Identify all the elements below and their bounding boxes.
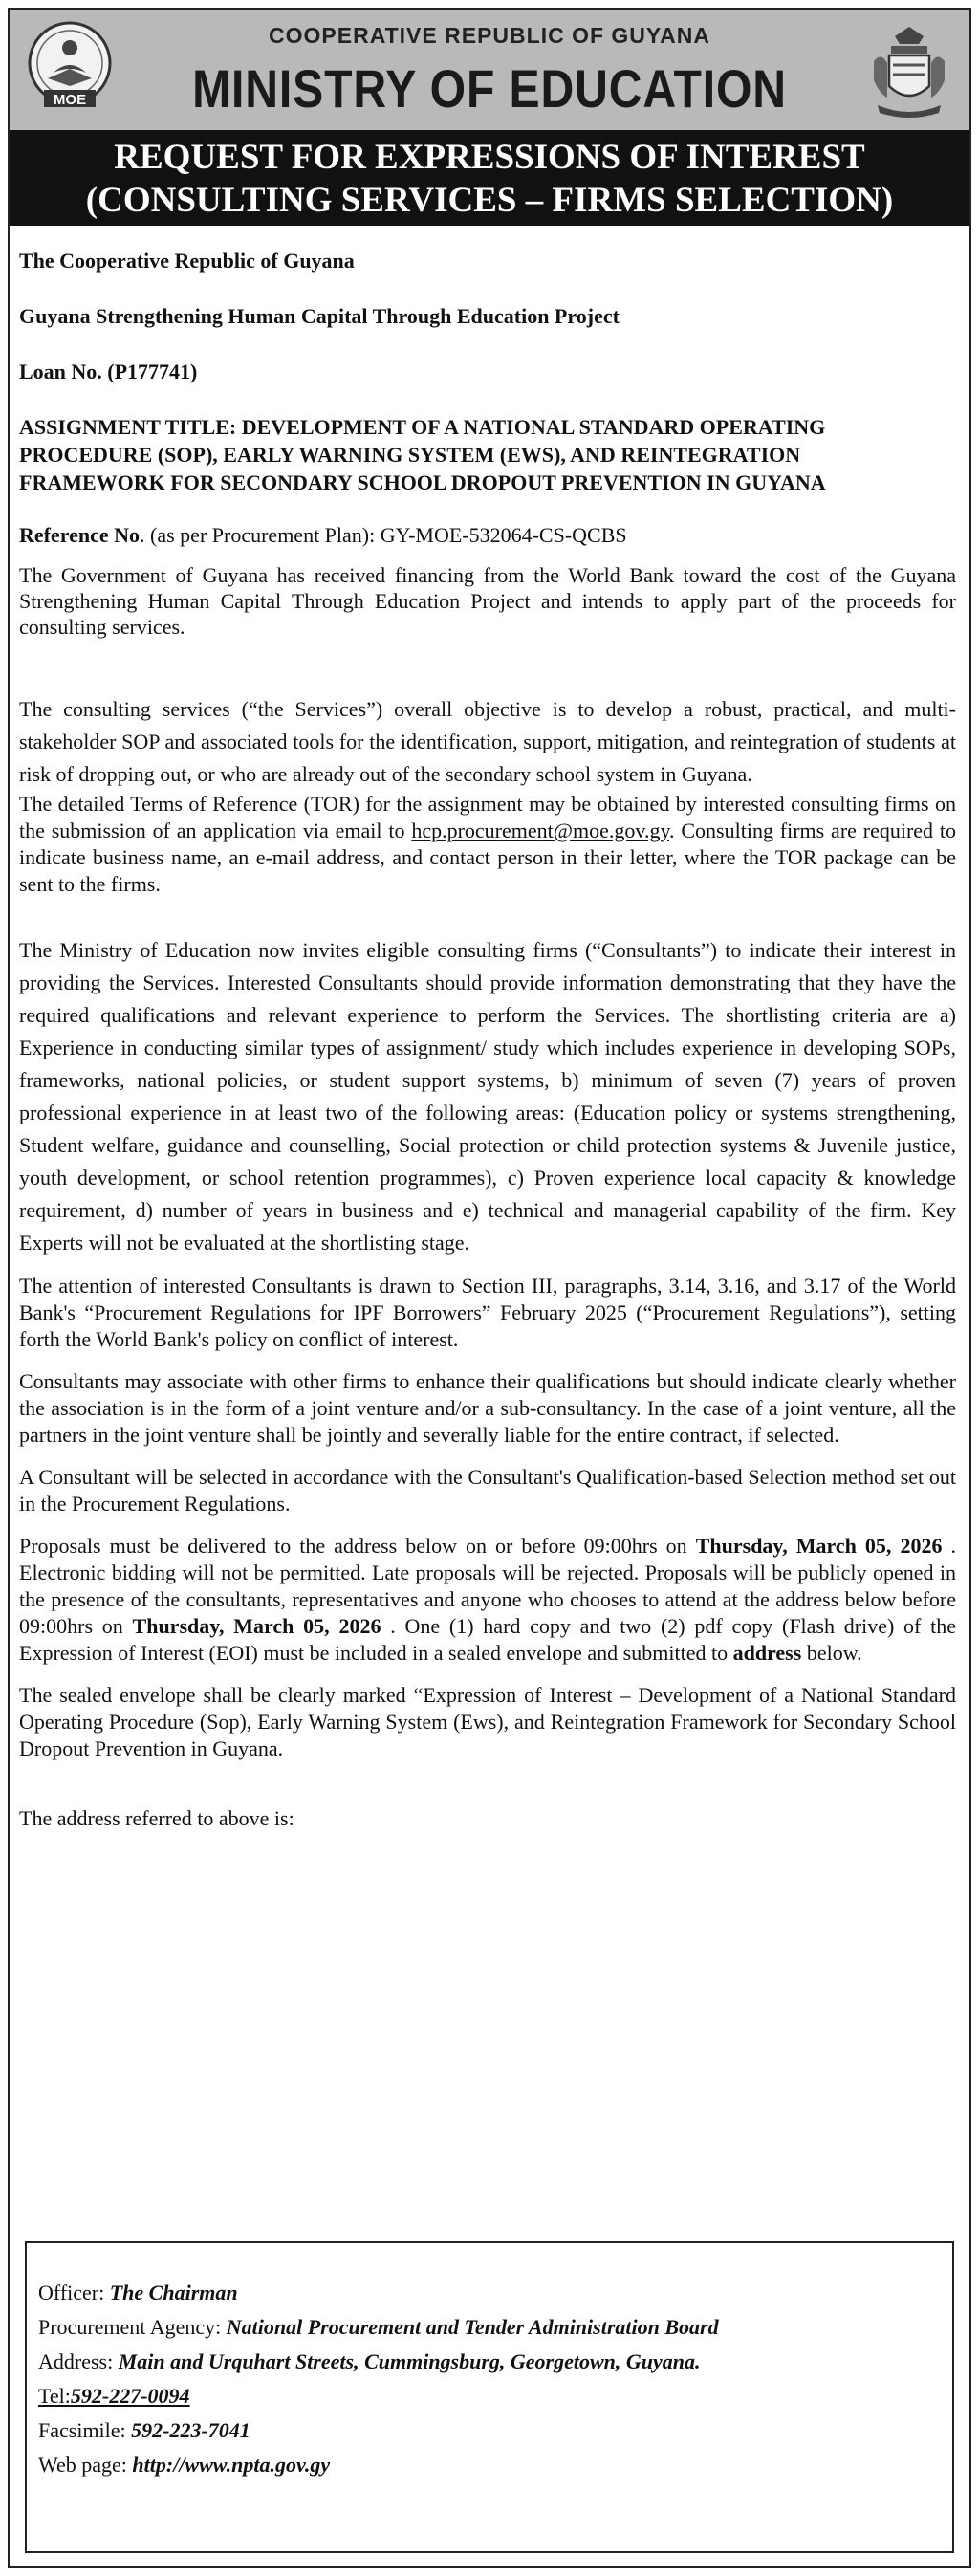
proposals-text-b: . Electronic bidding will not be permitted. Late proposals will be rejected. Proposals will be publicly opened in the presence of the consultants, representatives and anyone who chooses to attend at the address below before 09:00hrs on bbox=[19, 1534, 957, 1638]
proposals-text-c: . One (1) hard copy and two (2) pdf copy (Flash drive) of the Expression of Interest (EOI) must be included in a sealed envelope and submitted to bbox=[19, 1614, 957, 1665]
envelope-paragraph: The sealed envelope shall be clearly marked “Expression of Interest – Development of a National Standard Operating Procedure (Sop), Early Warning System (Ews), and Reintegration Framework for Secondary School Dropout Prevention in Guyana. bbox=[19, 1683, 956, 1760]
address-intro: The address referred to above is: bbox=[19, 1806, 294, 1830]
address-box bbox=[25, 2241, 954, 2553]
agency-label: Procurement Agency: bbox=[38, 2315, 227, 2339]
address-value: Main and Urquhart Streets, Cummingsburg, Georgetown, Guyana. bbox=[118, 2349, 701, 2373]
reference-label: Reference No bbox=[19, 523, 141, 547]
invitation-paragraph: The Ministry of Education now invites eligible consulting firms (“Consultants”) to indicate their interest in providing the Services. Interested Consultants should provide information demonstrating that they have the required qualifications and relevant experience to perform the Services. The shortlisting criteria are a) Experience in conducting similar types of assignment/ study which includes experience in developing SOPs, frameworks, national policies, or student support systems, b) minimum of seven (7) years of proven professional experience in at least two of the following areas: (Education policy or systems strengthening, Student welfare, guidance and counselling, Social protection or child protection systems & Juvenile justice, youth development, or school retention programmes), c) Proven experience local capacity & knowledge requirement, d) number of years in business and e) technical and managerial capability of the firm. Key Experts will not be evaluated at the shortlisting stage. bbox=[19, 938, 956, 1255]
fax-line bbox=[38, 2413, 719, 2448]
deadline-date-1: Thursday, March 05, 2026 bbox=[695, 1534, 943, 1558]
notice-content bbox=[19, 247, 956, 1832]
procurement-email-link[interactable]: hcp.procurement@moe.gov.gy bbox=[411, 819, 670, 842]
financing-paragraph: The Government of Guyana has received financing from the World Bank toward the cost of the Guyana Strengthening Human Capital Through Education Project and intends to apply part of the proceeds for consulting services. bbox=[19, 563, 956, 639]
web-line bbox=[38, 2448, 719, 2482]
proposals-paragraph bbox=[19, 1533, 956, 1667]
project-line: Guyana Strengthening Human Capital Through Education Project bbox=[19, 304, 620, 328]
reference-line bbox=[19, 521, 956, 549]
assignment-title: ASSIGNMENT TITLE: DEVELOPMENT OF A NATIONAL STANDARD OPERATING PROCEDURE (SOP), EARLY WARNING SYSTEM (EWS), AND REINTEGRATION FRAMEWORK FOR SECONDARY SCHOOL DROPOUT PREVENTION IN GUYANA bbox=[19, 415, 826, 494]
proposals-text-d: below. bbox=[801, 1641, 862, 1665]
address-word: address bbox=[732, 1641, 802, 1665]
ministry-title: MINISTRY OF EDUCATION bbox=[192, 58, 787, 119]
republic-title: COOPERATIVE REPUBLIC OF GUYANA bbox=[269, 23, 710, 48]
tel-value: 592-227-0094 bbox=[70, 2384, 190, 2408]
objective-paragraph: The consulting services (“the Services”) overall objective is to develop a robust, practical, and multi-stakeholder SOP and associated tools for the identification, support, mitigation, and reintegration of students at risk of dropping out, or who are already out of the secondary school system in Guyana. bbox=[19, 697, 956, 786]
notice-banner bbox=[10, 130, 969, 226]
svg-text:MOE: MOE bbox=[53, 92, 87, 108]
officer-value: The Chairman bbox=[109, 2281, 238, 2304]
tor-text-a: The detailed Terms of Reference (TOR) for the assignment may be obtained by interested consulting firms on the submission of an application via email to bbox=[19, 792, 956, 842]
web-link[interactable]: http://www.npta.gov.gy bbox=[132, 2453, 331, 2477]
officer-label: Officer: bbox=[38, 2281, 110, 2304]
notice-page bbox=[8, 8, 971, 2568]
country-line: The Cooperative Republic of Guyana bbox=[19, 249, 355, 273]
address-details bbox=[38, 2276, 719, 2482]
address-label: Address: bbox=[38, 2349, 119, 2373]
header bbox=[10, 10, 969, 130]
banner-line-1: REQUEST FOR EXPRESSIONS OF INTEREST bbox=[114, 138, 865, 177]
tor-paragraph bbox=[19, 791, 956, 898]
fax-label: Facsimile: bbox=[38, 2418, 132, 2442]
agency-line bbox=[38, 2310, 719, 2345]
agency-value: National Procurement and Tender Administration Board bbox=[226, 2315, 719, 2339]
selection-paragraph: A Consultant will be selected in accordance with the Consultant's Qualification-based Selection method set out in the Procurement Regulations. bbox=[19, 1465, 956, 1516]
officer-line bbox=[38, 2276, 719, 2310]
telephone-link[interactable] bbox=[38, 2379, 719, 2413]
proposals-text-a: Proposals must be delivered to the address below on or before 09:00hrs on bbox=[19, 1534, 696, 1558]
fax-value: 592-223-7041 bbox=[131, 2418, 250, 2442]
web-label: Web page: bbox=[38, 2453, 133, 2477]
tor-text-b: . Consulting firms are required to indicate business name, an e-mail address, and contact person in their letter, where the TOR package can be sent to the firms. bbox=[19, 819, 956, 896]
coat-of-arms-icon bbox=[866, 23, 952, 122]
conflict-paragraph: The attention of interested Consultants is drawn to Section III, paragraphs, 3.14, 3.16, and 3.17 of the World Bank's “Procurement Regulations for IPF Borrowers” February 2025 (“Procurement Regulations”), setting forth the World Bank's policy on conflict of interest. bbox=[19, 1274, 956, 1351]
loan-line: Loan No. (P177741) bbox=[19, 360, 198, 383]
association-paragraph: Consultants may associate with other firms to enhance their qualifications but should indicate clearly whether the association is in the form of a joint venture and/or a sub-consultancy. In the case of a joint venture, all the partners in the joint venture shall be jointly and severally liable for the entire contract, if selected. bbox=[19, 1369, 956, 1447]
reference-value: . (as per Procurement Plan): GY-MOE-532064-CS-QCBS bbox=[140, 523, 627, 547]
tel-label: Tel: bbox=[38, 2384, 71, 2408]
address-line bbox=[38, 2345, 719, 2379]
banner-line-2: (CONSULTING SERVICES – FIRMS SELECTION) bbox=[85, 181, 894, 220]
deadline-date-2: Thursday, March 05, 2026 bbox=[132, 1614, 381, 1638]
